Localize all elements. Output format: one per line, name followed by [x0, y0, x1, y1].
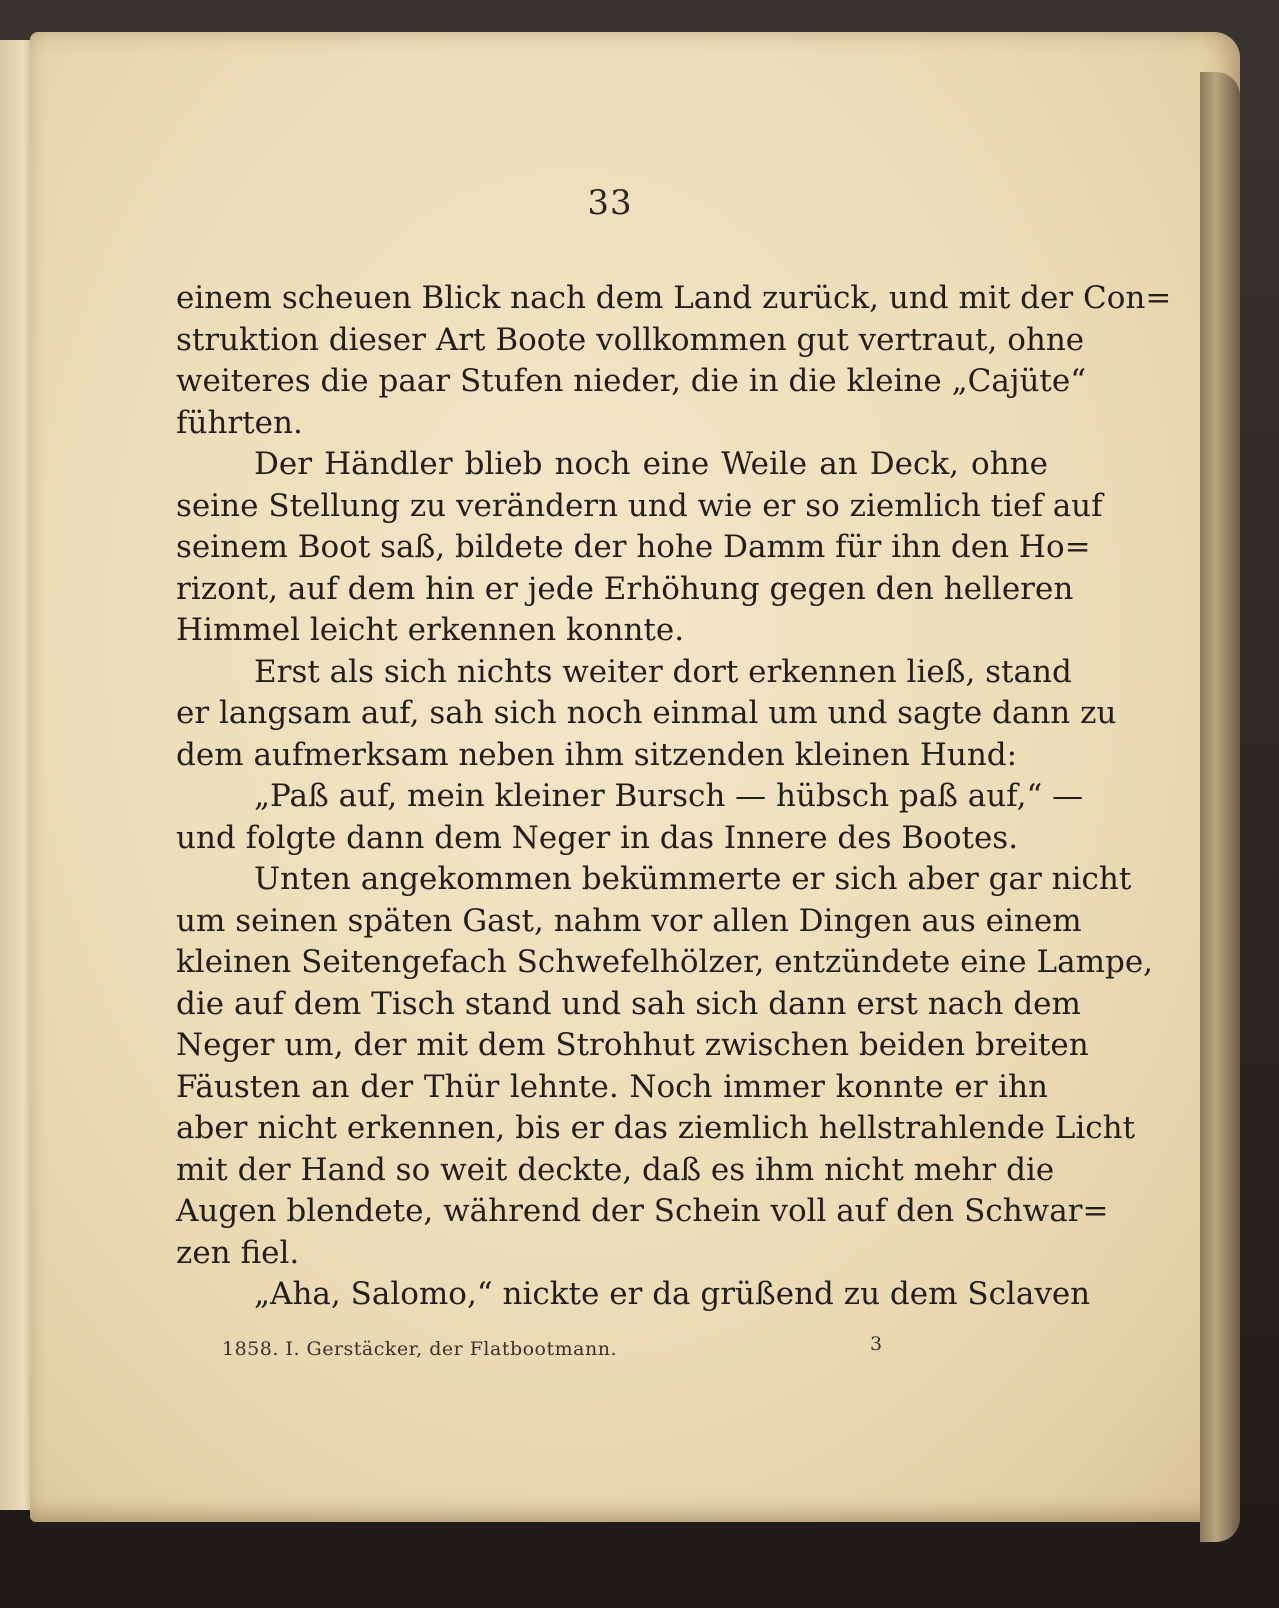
text-line: Erst als sich nichts weiter dort erkennen ließ, stand	[254, 653, 1072, 690]
text-line: seine Stellung zu verändern und wie er so ziemlich tief auf	[176, 487, 1103, 524]
text-line: führten.	[176, 404, 303, 441]
text-line: „Paß auf, mein kleiner Bursch — hübsch paß auf,“ —	[254, 778, 1084, 814]
text-line: kleinen Seitengefach Schwefelhölzer, entzündete eine Lampe,	[176, 944, 1154, 980]
text-line: um seinen späten Gast, nahm vor allen Dingen aus einem	[176, 902, 1082, 939]
text-line: er langsam auf, sah sich noch einmal um und sagte dann zu	[176, 695, 1117, 731]
text-line: Fäusten an der Thür lehnte. Noch immer konnte er ihn	[176, 1068, 1048, 1105]
text-line: Unten angekommen bekümmerte er sich aber gar nicht	[254, 861, 1132, 897]
text-line: Himmel leicht erkennen konnte.	[176, 612, 685, 648]
text-line: zen fiel.	[176, 1234, 300, 1271]
text-line: Neger um, der mit dem Strohhut zwischen beiden breiten	[176, 1027, 1089, 1063]
text-line: die auf dem Tisch stand und sah sich dann erst nach dem	[176, 985, 1081, 1022]
text-line: einem scheuen Blick nach dem Land zurück, und mit der Con=	[176, 280, 1172, 316]
text-line: und folgte dann dem Neger in das Innere des Bootes.	[176, 819, 1019, 856]
page-number: 33	[587, 183, 633, 223]
text-line: aber nicht erkennen, bis er das ziemlich hellstrahlende Licht	[176, 1110, 1136, 1146]
text-line: Augen blendete, während der Schein voll auf den Schwar=	[176, 1193, 1109, 1229]
text-line: Der Händler blieb noch eine Weile an Deck, ohne	[254, 446, 1048, 482]
signature-mark: 3	[870, 1333, 883, 1355]
body-text	[176, 278, 1172, 1316]
footer-note: 1858. I. Gerstäcker, der Flatbootmann.	[222, 1338, 617, 1360]
text-line: rizont, auf dem hin er jede Erhöhung gegen den helleren	[176, 570, 1074, 607]
text-line: struktion dieser Art Boote vollkommen gut vertraut, ohne	[176, 321, 1085, 358]
text-line: seinem Boot saß, bildete der hohe Damm für ihn den Ho=	[176, 529, 1091, 565]
text-line: mit der Hand so weit deckte, daß es ihm nicht mehr die	[176, 1151, 1055, 1188]
text-line: weiteres die paar Stufen nieder, die in die kleine „Cajüte“	[176, 363, 1087, 399]
page-edge	[1200, 72, 1240, 1542]
text-line: „Aha, Salomo,“ nickte er da grüßend zu dem Sclaven	[254, 1276, 1091, 1312]
text-line: dem aufmerksam neben ihm sitzenden kleinen Hund:	[176, 736, 1018, 773]
